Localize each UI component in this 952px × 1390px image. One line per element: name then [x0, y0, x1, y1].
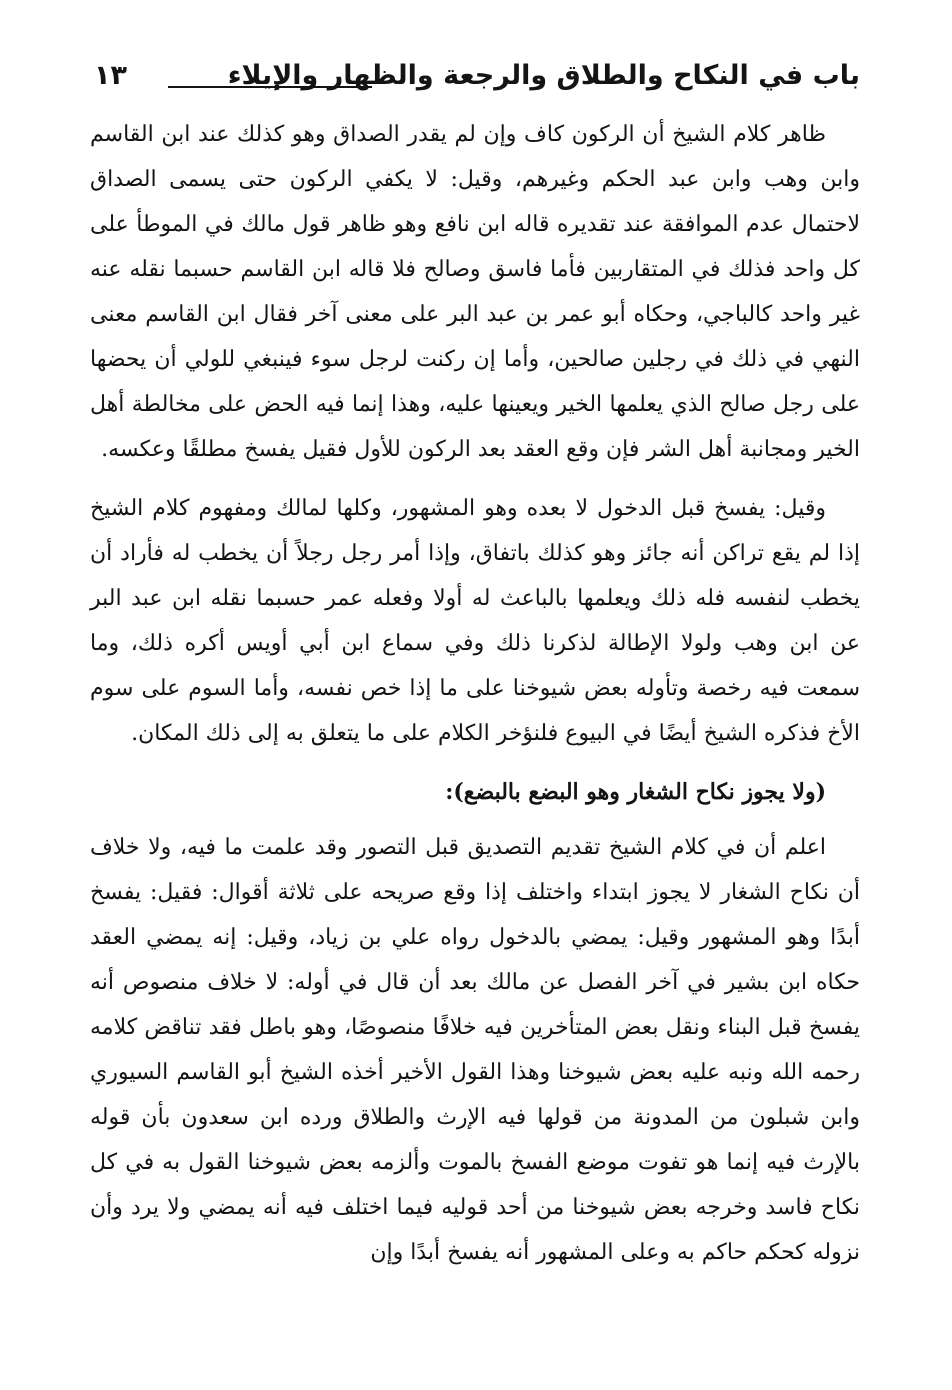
header-rule [168, 86, 372, 88]
paragraph-3: اعلم أن في كلام الشيخ تقديم التصديق قبل التصور وقد علمت ما فيه، ولا خلاف أن نكاح الشغار لا يجوز ابتداء واختلف إذا وقع صريحه على ثلاثة أقوال: فقيل: يفسخ أبدًا وهو المشهور وقيل: يمضي بالدخول رواه علي بن زياد، وقيل: إنه يمضي العقد حكاه ابن بشير في آخر الفصل عن مالك بعد أن قال في أوله: لا خلاف منصوص أنه يفسخ قبل البناء ونقل بعض المتأخرين فيه خلافًا منصوصًا، وهو باطل فقد تناقض كلامه رحمه الله ونبه عليه بعض شيوخنا وهذا القول الأخير أخذه الشيخ أبو القاسم السيوري وابن شبلون من المدونة من قولها فيه الإرث والطلاق ورده ابن سعدون بأن قوله بالإرث فيه إنما هو تفوت موضع الفسخ بالموت وألزمه بعض شيوخنا القول به في كل نكاح فاسد وخرجه بعض شيوخنا من أحد قوليه فيما اختلف فيه أنه يمضي ولا يرد وأن نزوله كحكم حاكم به وعلى المشهور أنه يفسخ أبدًا وإن [90, 835, 860, 1265]
section-heading: (ولا يجوز نكاح الشغار وهو البضع بالبضع): [445, 779, 826, 805]
page-number: ١٣ [94, 60, 127, 91]
chapter-title: باب في النكاح والطلاق والرجعة والظهار والإيلاء [227, 60, 860, 91]
paragraph-1: ظاهر كلام الشيخ أن الركون كاف وإن لم يقدر الصداق وهو كذلك عند ابن القاسم وابن وهب وابن عبد الحكم وغيرهم، وقيل: لا يكفي الركون حتى يسمى الصداق لاحتمال عدم الموافقة عند تقديره قاله ابن نافع وهو ظاهر قول مالك في الموطأ على كل واحد فذلك في المتقاربين فأما فاسق وصالح فلا قاله ابن القاسم حسبما نقله عنه غير واحد كالباجي، وحكاه أبو عمر بن عبد البر على معنى آخر فقال ابن القاسم معنى النهي في ذلك في رجلين صالحين، وأما إن ركنت لرجل سوء فينبغي للولي أن يحضها على رجل صالح الذي يعلمها الخير ويعينها عليه، وهذا إنما فيه الحض على مخالطة أهل الخير ومجانبة أهل الشر فإن وقع العقد بعد الركون للأول فقيل يفسخ مطلقًا وعكسه. [90, 122, 860, 462]
paragraph-2: وقيل: يفسخ قبل الدخول لا بعده وهو المشهور، وكلها لمالك ومفهوم كلام الشيخ إذا لم يقع تراكن أنه جائز وهو كذلك باتفاق، وإذا أمر رجل رجلاً أن يخطب له فأراد أن يخطب لنفسه فله ذلك ويعلمها بالباعث له أولا وفعله عمر حسبما نقله ابن عبد البر عن ابن وهب ولولا الإطالة لذكرنا ذلك وفي سماع ابن أبي أويس أكره ذلك، وما سمعت فيه رخصة وتأوله بعض شيوخنا على ما إذا خص نفسه، وأما السوم على سوم الأخ فذكره الشيخ أيضًا في البيوع فلنؤخر الكلام على ما يتعلق به إلى ذلك المكان. [90, 496, 860, 746]
book-page [90, 54, 860, 1374]
running-header [90, 54, 860, 112]
